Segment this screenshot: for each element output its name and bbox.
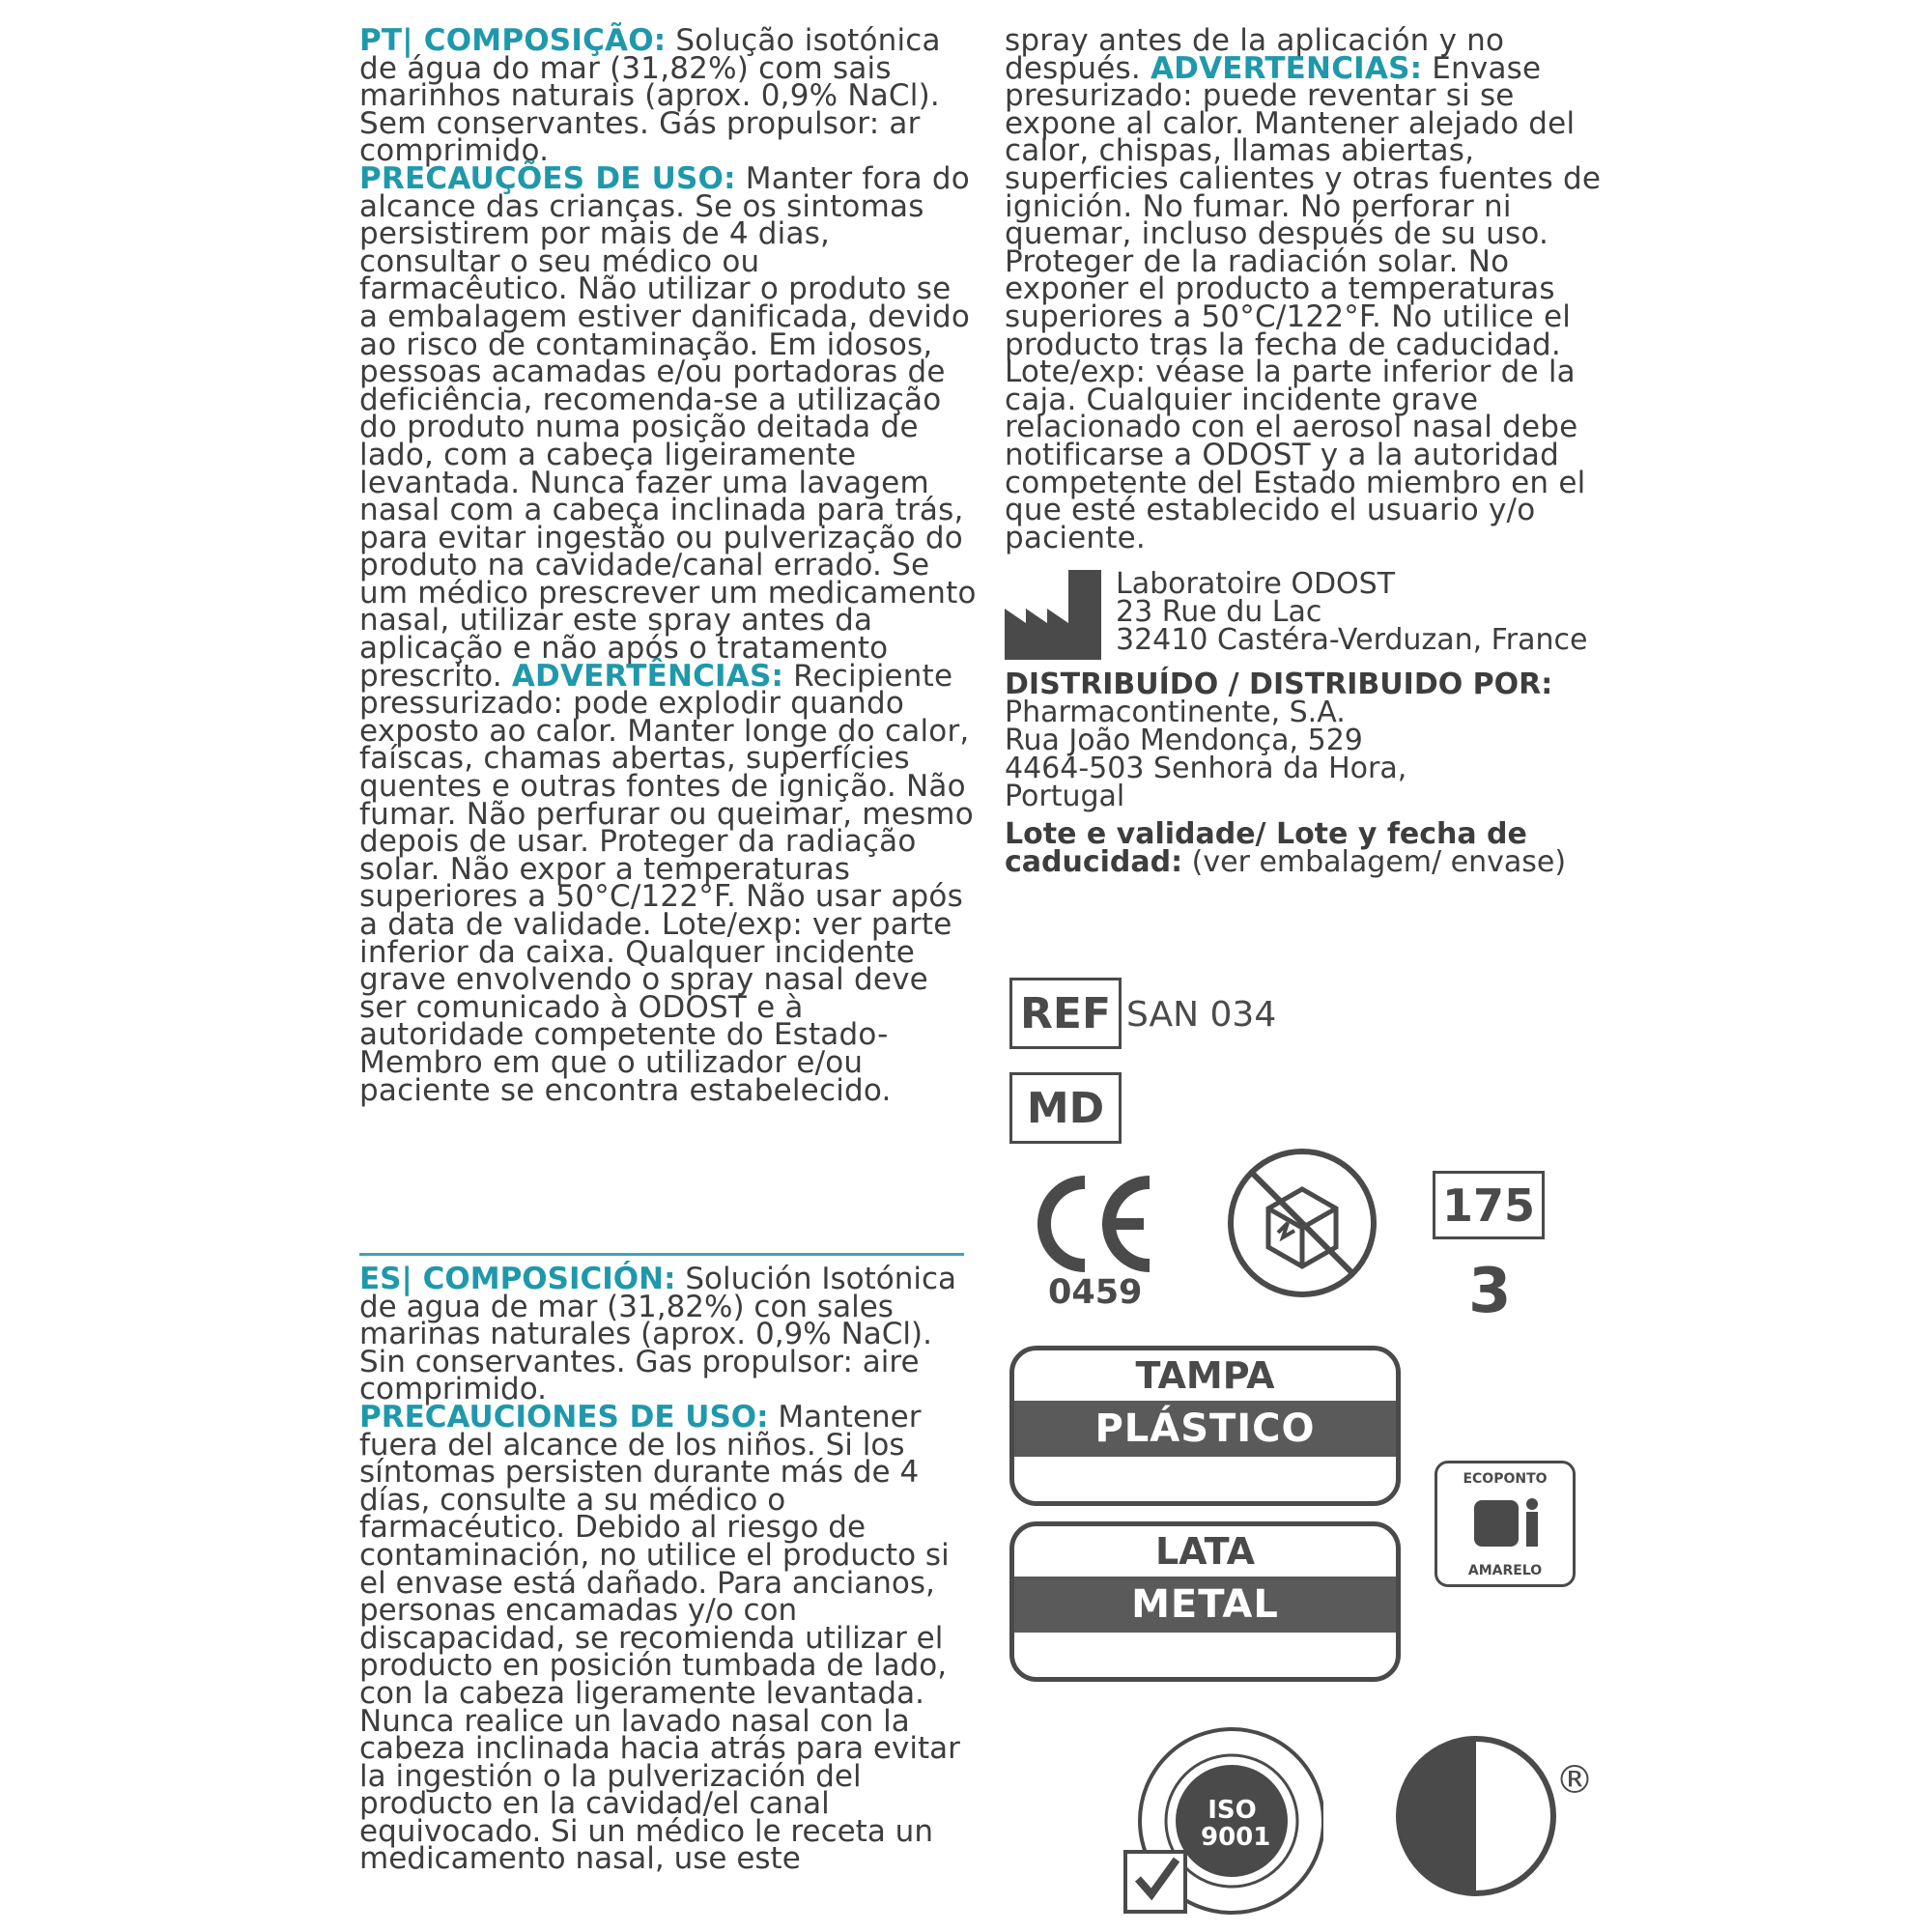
section-heading: PRECAUCIONES DE USO: <box>359 1399 769 1435</box>
pt-composition <box>359 23 978 169</box>
distributor-street: Rua João Mendonça, 529 <box>1005 724 1363 757</box>
lot-text: (ver embalagem/ envase) <box>1182 845 1567 879</box>
manufacturer-address <box>1116 567 1588 657</box>
manufacturer-name: Laboratoire ODOST <box>1116 567 1396 601</box>
manufacturer-street: 23 Rue du Lac <box>1116 595 1322 629</box>
recycle-bin-icon <box>1457 1492 1553 1550</box>
distributor-country: Portugal <box>1005 780 1125 813</box>
es-section <box>359 1262 978 1877</box>
section-text: Solução isotónica de água do mar (31,82%) com sais marinhos naturais (aprox. 0,9% NaCl). Sem conservantes. Gás propulsor: ar comprimido. <box>359 23 941 169</box>
md-symbol: MD <box>1009 1072 1122 1144</box>
pt-precautions <box>359 160 978 1108</box>
ecoponto-badge <box>1435 1461 1576 1587</box>
section-text: Envase presurizado: puede reventar si se expone al calor. Mantener alejado del calor, chispas, llamas abiertas, superficies calientes y otras fuentes de ignición. No fumar. No perforar ni quemar, incluso después de su uso. Proteger de la radiación solar. No exponer el producto a temperaturas superiores a 50°C/122°F. No utilice el producto tras la fecha de caducidad. Lote/exp: véase la parte inferior de la caja. Cualquier incidente grave relacionado con el aerosol nasal debe notificarse a ODOST y a la autoridad competente del Estado miembro en el que esté establecido el usuario y/o paciente. <box>1005 50 1602 555</box>
registered-mark: ® <box>1555 1758 1594 1803</box>
manufacturer-city: 32410 Castéra-Verduzan, France <box>1116 623 1588 657</box>
ref-value: SAN 034 <box>1126 995 1277 1035</box>
es-composition <box>359 1262 978 1407</box>
material-type-label: METAL <box>1014 1577 1396 1633</box>
es-continued <box>1005 23 1633 555</box>
distributor-name: Pharmacontinente, S.A. <box>1005 696 1346 729</box>
material-box-can <box>1009 1521 1401 1682</box>
lot-expiry-note <box>1005 817 1642 879</box>
green-dot-icon <box>1394 1734 1558 1898</box>
material-type-label: PLÁSTICO <box>1014 1401 1396 1457</box>
ce-notified-body: 0459 <box>1048 1273 1143 1312</box>
section-text: Recipiente pressurizado: pode explodir quando exposto ao calor. Manter longe do calor, faíscas, chamas abertas, superfícies quentes e outras fontes de ignição. Não fumar. Não perfurar ou queimar, mesmo depois de usar. Proteger da radiação solar. Não expor a temperaturas superiores a 50°C/122°F. Não usar após a data de validade. Lote/exp: ver parte inferior da caixa. Qualquer incidente grave envolvendo o spray nasal deve ser comunicado à ODOST e à autoridade competente do Estado-Membro em que o utilizador e/ou paciente se encontra estabelecido. <box>359 658 974 1108</box>
ecoponto-top-label: ECOPONTO <box>1463 1471 1548 1487</box>
section-heading: PT| COMPOSIÇÃO: <box>359 23 667 58</box>
material-part-label: LATA <box>1154 1530 1256 1573</box>
section-text: Mantener fuera del alcance de los niños. Si los síntomas persisten durante más de 4 días, consulte a su médico o farmacéutico. Debido al riesgo de contaminación, no utilice el producto si el envase está dañado. Para ancianos, personas encamadas y/o con discapacidad, se recomienda utilizar el producto en posición tumbada de lado, con la cabeza ligeramente levantada. Nunca realice un lavado nasal con la cabeza inclinada hacia atrás para evitar la ingestión o la pulverización del producto en la cavidad/el canal equivocado. Si un médico le receta un medicamento nasal, use este <box>359 1399 960 1877</box>
ref-symbol: REF <box>1009 978 1122 1049</box>
es-warnings <box>1005 23 1633 555</box>
factory-icon <box>1005 570 1101 660</box>
do-not-use-if-damaged-icon <box>1225 1146 1379 1300</box>
section-text: spray antes de la aplicación y no después. <box>1005 23 1505 86</box>
ecoponto-bottom-label: AMARELO <box>1467 1563 1543 1578</box>
pressure-box-symbol: 175 <box>1433 1171 1545 1239</box>
section-heading: ADVERTENCIAS: <box>1150 50 1423 86</box>
pt-section <box>359 23 978 1108</box>
section-text: Manter fora do alcance das crianças. Se os sintomas persistirem por mais de 4 dias, consultar o seu médico ou farmacêutico. Não utilizar o produto se a embalagem estiver danificada, devido ao risco de contaminação. Em idosos, pessoas acamadas e/ou portadoras de deficiência, recomenda-se a utilização do produto numa posição deitada de lado, com a cabeça ligeiramente levantada. Nunca fazer uma lavagem nasal com a cabeça inclinada para trás, para evitar ingestão ou pulverização do produto na cavidade/canal errado. Se um médico prescrever um medicamento nasal, utilizar este spray antes da aplicação e não após o tratamento prescrito. <box>359 160 977 694</box>
section-heading: ADVERTÊNCIAS: <box>511 658 784 694</box>
distributor-block <box>1005 668 1642 813</box>
distributor-title: DISTRIBUÍDO / DISTRIBUIDO POR: <box>1005 668 1553 701</box>
ce-mark-icon <box>1032 1171 1157 1277</box>
section-text: Solución Isotónica de agua de mar (31,82%) con sales marinas naturales (aprox. 0,9% NaCl). Sin conservantes. Gas propulsor: aire comprimido. <box>359 1262 957 1407</box>
distributor-city: 4464-503 Senhora da Hora, <box>1005 752 1407 785</box>
manufacturer-block <box>1005 567 1642 667</box>
es-precautions <box>359 1399 978 1877</box>
section-heading: ES| COMPOSICIÓN: <box>359 1262 676 1296</box>
pao-number: 3 <box>1468 1256 1512 1327</box>
iso-seal-text: ISO 9001 <box>1201 1796 1271 1852</box>
lot-label: Lote e validade/ Lote y fecha de caducidad: <box>1005 817 1527 879</box>
section-divider <box>359 1253 964 1256</box>
material-box-cap <box>1009 1346 1401 1506</box>
material-part-label: TAMPA <box>1135 1354 1275 1397</box>
section-heading: PRECAUÇÕES DE USO: <box>359 160 736 196</box>
